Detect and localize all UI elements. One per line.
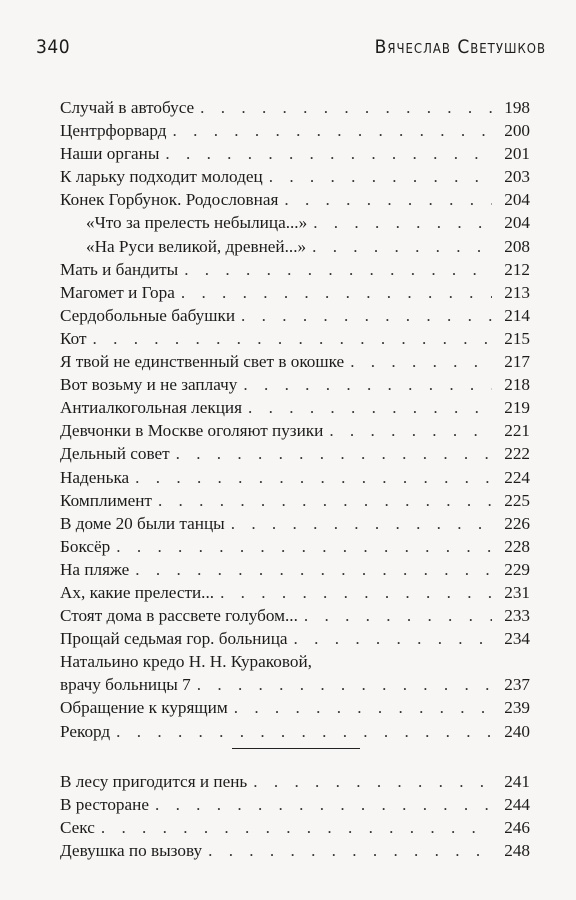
- toc-entry-page: 214: [504, 305, 530, 325]
- toc-entry: [60, 396, 530, 419]
- toc-entry-title: Антиалкогольная лекция: [60, 398, 243, 418]
- toc-entry-page: 213: [504, 282, 530, 302]
- toc-list-main: [60, 96, 530, 743]
- toc-leader-dots: [165, 142, 492, 165]
- toc-entry: [60, 770, 530, 793]
- toc-entry-title: «Что за прелесть небылица...»: [86, 213, 308, 233]
- toc-entry-page: 229: [504, 559, 530, 579]
- toc-entry-title: Стоят дома в рассвете голубом...: [60, 606, 298, 626]
- toc-entry-title: Девушка по вызову: [60, 841, 203, 861]
- toc-entry: [60, 512, 530, 535]
- toc-leader-dots: [284, 188, 492, 211]
- toc-entry-title: Центрфорвард: [60, 121, 167, 141]
- toc-leader-dots: [135, 558, 492, 581]
- toc-leader-dots: [208, 839, 492, 862]
- toc-entry: [60, 720, 530, 743]
- toc-leader-dots: [329, 419, 492, 442]
- toc-leader-dots: [313, 211, 492, 234]
- toc-leader-dots: [234, 696, 492, 719]
- toc-entry-page: 201: [504, 144, 530, 164]
- toc-entry-title: В ресторане: [60, 795, 149, 815]
- toc-entry: [60, 188, 530, 211]
- toc-entry-title: «На Руси великой, древней...»: [86, 236, 307, 256]
- toc-entry: [60, 281, 530, 304]
- toc-entry-title: Ах, какие прелести...: [60, 582, 215, 602]
- page-header: [36, 36, 546, 68]
- toc-entry-title: Боксёр: [60, 536, 111, 556]
- toc-entry: [60, 96, 530, 119]
- toc-entry-page: 200: [504, 121, 530, 141]
- section-divider: [232, 748, 360, 749]
- toc-entry: [60, 535, 530, 558]
- toc-entry-title: Мать и бандиты: [60, 259, 179, 279]
- toc-leader-dots: [173, 119, 492, 142]
- toc-entry: [60, 165, 530, 188]
- toc-leader-dots: [269, 165, 492, 188]
- table-of-contents: [60, 96, 530, 743]
- toc-entry-title: В доме 20 были танцы: [60, 513, 225, 533]
- toc-leader-dots: [243, 373, 492, 396]
- toc-leader-dots: [101, 816, 492, 839]
- toc-entry-page: 219: [504, 398, 530, 418]
- toc-leader-dots: [312, 235, 492, 258]
- toc-leader-dots: [184, 258, 492, 281]
- toc-entry: [60, 793, 530, 816]
- toc-entry: [60, 373, 530, 396]
- toc-entry-page: 233: [504, 606, 530, 626]
- toc-entry: [60, 419, 530, 442]
- toc-entry-title: Натальино кредо Н. Н. Кураковой,: [60, 652, 312, 672]
- toc-entry-page: 204: [504, 213, 530, 233]
- toc-entry-page: 244: [504, 795, 530, 815]
- toc-leader-dots: [220, 581, 492, 604]
- toc-entry-page: 240: [504, 721, 530, 741]
- running-head-author: Вячеслав Светушков: [374, 36, 546, 58]
- toc-entry-title: Обращение к курящим: [60, 698, 228, 718]
- toc-entry: [60, 489, 530, 512]
- toc-entry: [60, 466, 530, 489]
- toc-leader-dots: [176, 442, 492, 465]
- toc-entry-title: Кот: [60, 328, 87, 348]
- toc-entry-title: На пляже: [60, 559, 130, 579]
- toc-entry-page: 231: [504, 582, 530, 602]
- toc-entry-title: К ларьку подходит молодец: [60, 167, 263, 187]
- toc-leader-dots: [93, 327, 493, 350]
- toc-entry-title: Наши органы: [60, 144, 160, 164]
- toc-entry: [60, 627, 530, 650]
- toc-entry-title: Я твой не единственный свет в окошке: [60, 352, 345, 372]
- toc-entry: [60, 142, 530, 165]
- toc-entry-title: Магомет и Гора: [60, 282, 175, 302]
- toc-entry: [60, 604, 530, 627]
- toc-entry-page: 203: [504, 167, 530, 187]
- toc-entry-page: 204: [504, 190, 530, 210]
- table-of-contents-continued: [60, 770, 530, 862]
- toc-entry: [60, 350, 530, 373]
- toc-entry-page: 218: [504, 375, 530, 395]
- toc-entry: [60, 211, 530, 234]
- toc-entry: [60, 258, 530, 281]
- toc-entry-title: Случай в автобусе: [60, 98, 195, 117]
- toc-leader-dots: [248, 396, 492, 419]
- toc-entry-page: 226: [504, 513, 530, 533]
- toc-leader-dots: [116, 720, 492, 743]
- toc-entry: [60, 442, 530, 465]
- toc-entry: [60, 581, 530, 604]
- toc-entry-page: 215: [504, 328, 530, 348]
- toc-entry: [60, 235, 530, 258]
- toc-entry-title: Рекорд: [60, 721, 111, 741]
- toc-leader-dots: [200, 96, 492, 119]
- toc-leader-dots: [253, 770, 492, 793]
- toc-entry: [60, 816, 530, 839]
- toc-leader-dots: [135, 466, 492, 489]
- toc-leader-dots: [350, 350, 492, 373]
- toc-entry-page: 237: [504, 675, 530, 695]
- toc-entry-page: 248: [504, 841, 530, 861]
- toc-entry-title: Дельный совет: [60, 444, 170, 464]
- toc-entry-page: 241: [504, 772, 530, 791]
- toc-entry: [60, 558, 530, 581]
- toc-entry-title: Комплимент: [60, 490, 152, 510]
- toc-leader-dots: [197, 673, 492, 696]
- toc-entry-page: 239: [504, 698, 530, 718]
- toc-entry-title: В лесу пригодится и пень: [60, 772, 248, 791]
- toc-leader-dots: [155, 793, 492, 816]
- toc-entry-page: 228: [504, 536, 530, 556]
- toc-leader-dots: [231, 512, 492, 535]
- toc-entry-page: 234: [504, 629, 530, 649]
- toc-entry-page: 225: [504, 490, 530, 510]
- toc-entry-title: Секс: [60, 818, 95, 838]
- toc-entry: [60, 304, 530, 327]
- toc-entry-page: 224: [504, 467, 530, 487]
- toc-entry-title: Конек Горбунок. Родословная: [60, 190, 279, 210]
- toc-leader-dots: [158, 489, 492, 512]
- toc-leader-dots: [304, 604, 492, 627]
- toc-entry-page: 198: [504, 98, 530, 117]
- page-number: 340: [36, 36, 71, 58]
- toc-entry-page: 217: [504, 352, 530, 372]
- toc-leader-dots: [116, 535, 492, 558]
- toc-entry: [60, 327, 530, 350]
- toc-entry-title: Вот возьму и не заплачу: [60, 375, 238, 395]
- toc-entry-title-continued: врачу больницы 7: [60, 675, 191, 695]
- toc-entry-page: 221: [504, 421, 530, 441]
- toc-entry: [60, 650, 530, 696]
- toc-entry-page: 246: [504, 818, 530, 838]
- toc-entry-title: Прощай седьмая гор. больница: [60, 629, 288, 649]
- toc-entry-title: Девчонки в Москве оголяют пузики: [60, 421, 324, 441]
- toc-entry: [60, 696, 530, 719]
- toc-entry-title: Наденька: [60, 467, 130, 487]
- toc-leader-dots: [294, 627, 492, 650]
- toc-entry-title: Сердобольные бабушки: [60, 305, 236, 325]
- toc-entry-page: 222: [504, 444, 530, 464]
- toc-entry-page: 208: [504, 236, 530, 256]
- toc-entry: [60, 839, 530, 862]
- toc-list-second: [60, 770, 530, 862]
- toc-leader-dots: [241, 304, 492, 327]
- toc-entry-page: 212: [504, 259, 530, 279]
- toc-leader-dots: [181, 281, 492, 304]
- toc-entry: [60, 119, 530, 142]
